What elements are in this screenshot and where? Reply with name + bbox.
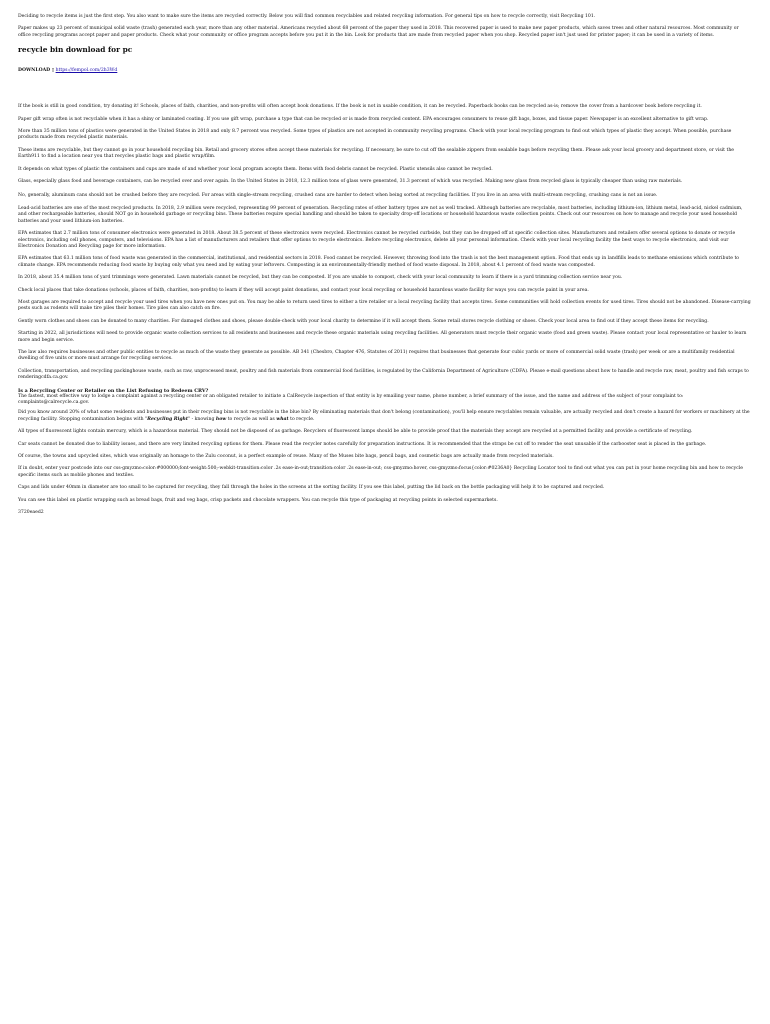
footer-code: 3720eaed2 (18, 510, 44, 516)
paragraph-gift-wrap: Paper gift wrap often is not recyclable when it has a shiny or laminated coating. If you use gift wrap, purchase a type that can be recycled or is made from recycled content. EPA encourages consumers to reuse gift bags, boxes, and tissue paper. Newspaper is an excellent alternative to gift wrap. (18, 116, 709, 122)
paragraph-law: The law also requires businesses and other public entities to recycle as much of the waste they generate as possible. AB 341 (Chesbro, Chapter 476, Statutes of 2011) requires that businesses that generate four cubic yards or more of commercial solid waste (trash) per week or are a multifamily residential dwelling of five units or more must arrange for recycling services. (18, 349, 735, 362)
paragraph-glass: Glass, especially glass food and beverage containers, can be recycled over and over again. In the United States in 2018, 12.3 million tons of glass were generated, 31.3 percent of which was recycled. Making new glass from recycled glass is typically cheaper than using raw materials. (18, 179, 683, 185)
paragraph-electronics: EPA estimates that 2.7 million tons of consumer electronics were generated in 2018. About 38.5 percent of these electronics were recycled. Electronics cannot be recycled curbside, but they can be dropped off at specific collection sites. Manufacturers and retailers offer several options to donate or recycle electronics, including cell phones, computers, and televisions. EPA has a list of manufacturers and retailers that offer options to recycle electronics. Before recycling electronics, delete all your personal information. Check with your local recycling facility the best ways to recycle electronics, and visit our Electronics Donation and Recycling page for more information. (18, 231, 736, 249)
download-line (18, 68, 752, 74)
paragraph-wrapping: You can see this label on plastic wrapping such as bread bags, fruit and veg bags, crisp packets and chocolate wrappers. You can recycle this type of packaging at recycling points in selected supermarkets. (18, 497, 498, 503)
paragraph-clothes: Gently worn clothes and shoes can be donated to many charities. For damaged clothes and shoes, please double-check with your local charity to determine if it will accept them. Some retail stores recycle clothing or shoes. Check your local area to find out if they accept these items for recycling. (18, 318, 709, 324)
faq-answer: The fastest, most effective way to lodge a complaint against a recycling center or an obligated retailer to initiate a CalRecycle inspection of that entity is by emailing your name, phone number, a brief summary of the issue, and the name and address of the subject of your complaint to: complaints@calrecycle.ca.gov. (18, 393, 684, 405)
paragraph-aluminum: No, generally, aluminum cans should not be crushed before they are recycled. For areas with single-stream recycling, crushed cans are harder to detect when being sorted at recycling facilities. If you live in an area with multi-stream recycling, crushing cans is not an issue. (18, 193, 658, 199)
paragraph-plastic-bags: These items are recyclable, but they cannot go in your household recycling bin. Retail and grocery stores often accept these materials for recycling. If necessary, be sure to cut off the sealable zippers from sealable bags before recycling them. Please ask your local grocery and department store, or visit the Earth911 to find a location near you that recycles plastic bags and plastic wrap/film. (18, 147, 735, 160)
intro-paragraph-1: Deciding to recycle items is just the first step. You also want to make sure the items are recycled correctly. Below you will find common recyclables and related recycling information. For general tips on how to recycle correctly, visit Recycling 101. (18, 14, 596, 19)
paragraph-recycling-right: Did you know around 20% of what some residents and businesses put in their recycling bins is not recyclable in the blue bin? By eliminating materials that don't belong (contamination), you'll help ensure recyclables remain valuable, are actually recycled and don't create a hazard for workers or machinery at the recycling facility. Stopping contamination begins with "Recycling Right" - knowing how to recycle as well as what to recycle. (18, 410, 750, 422)
intro-paragraph-2: Paper makes up 23 percent of municipal solid waste (trash) generated each year, more than any other material. Americans recycled about 68 percent of the paper they used in 2018. This recovered paper is used to make new paper products, which saves trees and other natural resources. Most community or office recycling programs accept paper and paper products. Check what your community or office program accepts before you put it in the bin. Look for products that are made from recycled paper when you shop. Recycled paper isn't just used for printer paper; it can be used in a variety of items. (18, 26, 739, 38)
paragraph-plastics: More than 35 million tons of plastics were generated in the United States in 2018 and only 8.7 percent was recycled. Some types of plastics are not accepted in community recycling programs. Check with your local recycling program to find out which types of plastic they accept. When possible, purchase products made from recycled plastic materials. (18, 129, 732, 141)
paragraph-batteries: Lead-acid batteries are one of the most recycled products. In 2018, 2.9 million were recycled, representing 99 percent of generation. Recycling rates of other battery types are not as well tracked. Although batteries are recyclable, most batteries, including lithium-ion, lithium metal, lead-acid, nickel cadmium, and other rechargeable batteries, should NOT go in household garbage or recycling bins. These batteries require special handling and should be taken to specialty drop-off locations or household hazardous waste collection points. Check out our resources on how to manage and recycle your used household batteries and your used lithium-ion batteries. (18, 205, 743, 224)
paragraph-paint: Check local places that take donations (schools, places of faith, charities, non-profits) to learn if they will accept paint donations, and contact your local recycling or household hazardous waste facility for ways you can recycle paint in your area. (18, 287, 589, 293)
paragraph-caps: Caps and lids under 40mm in diameter are too small to be captured for recycling, they fall through the holes in the screens at the sorting facility. If you see this label, putting the lid back on the bottle packaging will help it to be captured and recycled. (18, 485, 605, 491)
download-link[interactable]: https://fempol.com/2h3Wd (55, 68, 118, 74)
paragraph-packinghouse: Collection, transportation, and recycling packinghouse waste, such as raw, unprocessed meat, poultry and fish materials from commercial food facilities, is regulated by the California Department of Agriculture (CDFA). Please e-mail questions about how to handle and recycle raw, meat, poultry and fish scraps to renderingcdfa.ca.gov. (18, 368, 749, 381)
paragraph-food-waste: EPA estimates that 63.1 million tons of food waste was generated in the commercial, institutional, and residential sectors in 2018. Food cannot be recycled. However, throwing food into the trash is not the best management option. Food that ends up in landfills leads to methane emissions which contribute to climate change. EPA recommends reducing food waste by buying only what you need and by eating your leftovers. Composting is an environmentally-friendly method of food waste disposal. In 2018, about 4.1 percent of food waste was composted. (18, 256, 740, 268)
paragraph-tires: Most garages are required to accept and recycle your used tires when you have new ones put on. You may be able to return used tires to either a tire retailer or a local recycling facility that accepts tires. Some communities will hold collection events for used tires. Tires should not be abandoned. Disease-carrying pests such as rodents will make tire piles their homes. Tire piles can also catch on fire. (18, 299, 751, 312)
paragraph-fluorescent: All types of fluorescent lights contain mercury, which is a hazardous material. They should not be disposed of as garbage. Recyclers of fluorescent lamps should be able to provide proof that the materials they accept are recycled at a permitted facility and provide a certificate of recycling. (18, 429, 693, 435)
paragraph-yard: In 2018, about 35.4 million tons of yard trimmings were generated. Lawn materials cannot be recycled, but they can be composted. If you are unable to compost, check with your local community to learn if there is a yard trimming collection service near you. (18, 275, 623, 281)
paragraph-books: If the book is still in good condition, try donating it! Schools, places of faith, charities, and non-profits will often accept book donations. If the book is not in usable condition, it can be recycled. Paperback books can be recycled as-is; remove the cover from a hardcover book before recycling it. (18, 104, 702, 110)
paragraph-postcode: If in doubt, enter your postcode into our css-gmyzmo:color:#000000;font-weight:500;-webkit-transition:color .2s ease-in-out;transition:color .2s ease-in-out; css-gmyzmo:hover, css-gmyzmo:focus{color:#0236A0} Recycling Locator tool to find out what you can put in your home recycling bin and how to recycle specific items such as mobile phones and textiles. (18, 466, 743, 478)
page-title: recycle bin download for pc (18, 45, 133, 55)
separator-glyph: ▯ (51, 68, 55, 74)
faq-question: Is a Recycling Center or Retailer on the List Refusing to Redeem CRV? (18, 387, 209, 394)
paragraph-upcycled: Of course, the towns and upcycled sites, which was originally an homage to the Zulu coconut, is a perfect example of reuse. Many of the Muses bite bags, pencil bags, and cosmetic bags are actually made from recycled materials. (18, 454, 554, 460)
download-label: DOWNLOAD (18, 68, 51, 74)
paragraph-car-seats: Car seats cannot be donated due to liability issues, and there are very limited recycling options for them. Please read the recycler notes carefully for preparation instructions. It is recommended that the straps be cut off to render the seat unusable if the carbooster seat is placed in the garbage. (18, 441, 707, 447)
paragraph-organics: Starting in 2022, all jurisdictions will need to provide organic waste collection services to all residents and businesses and recycle these organic materials using recycling facilities. All generators must recycle their organic waste (food and green waste). Please contact your local representative or hauler to learn more and begin service. (18, 331, 747, 343)
paragraph-containers: It depends on what types of plastic the containers and cups are made of and whether your local program accepts them. Items with food debris cannot be recycled. Plastic utensils also cannot be recycled. (18, 166, 493, 172)
